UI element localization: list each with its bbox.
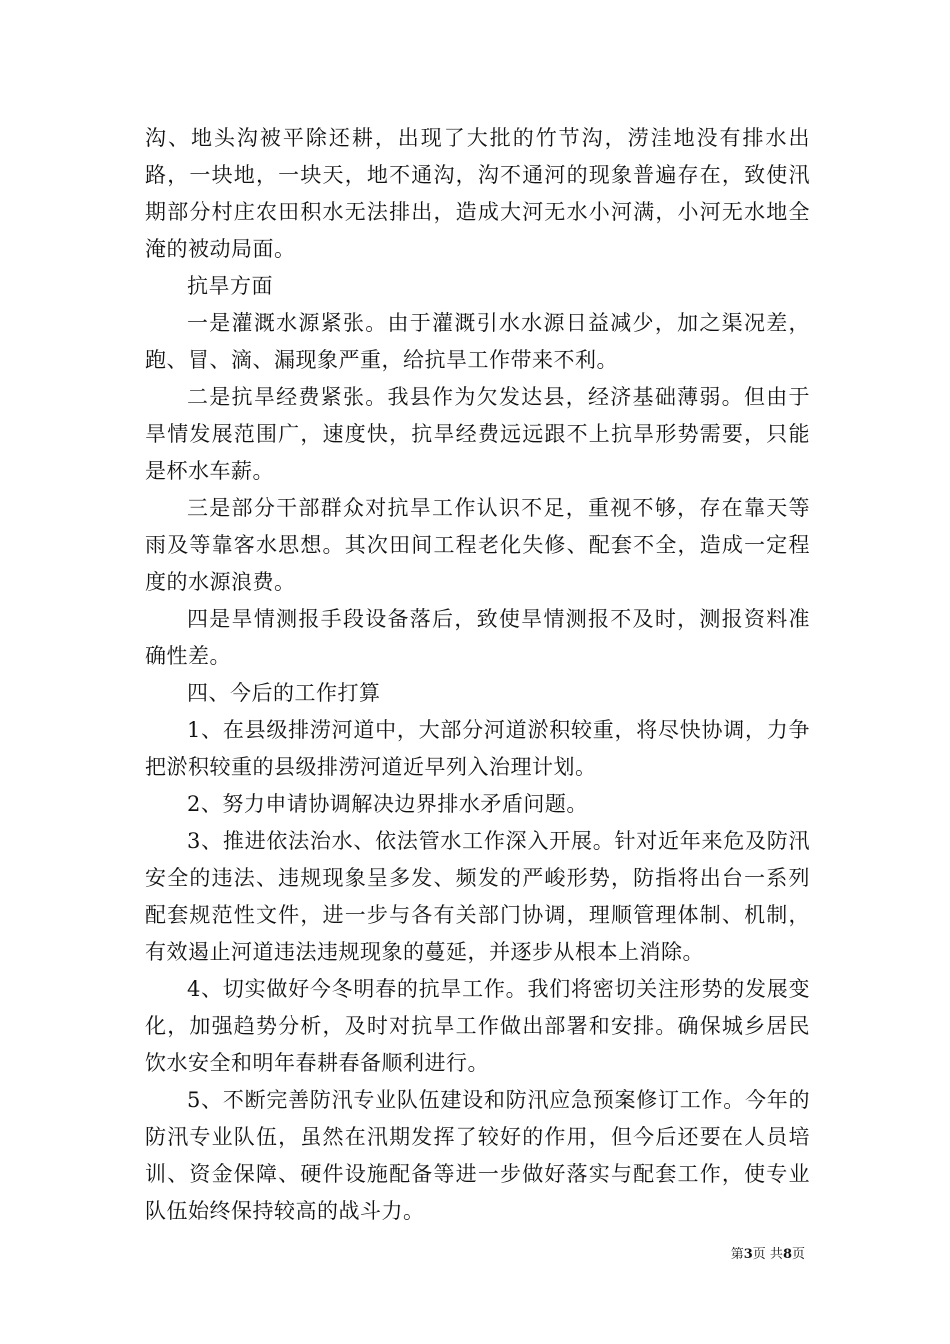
paragraph-plan-5: 5、不断完善防汛专业队伍建设和防汛应急预案修订工作。今年的防汛专业队伍，虽然在汛期发挥了较好的作用，但今后还要在人员培训、资金保障、硬件设施配备等进一步做好落实与配套工作，使专业队伍始终保持较高的战斗力。 <box>145 1088 810 1223</box>
paragraph-drought-1: 一是灌溉水源紧张。由于灌溉引水水源日益减少，加之渠况差，跑、冒、滴、漏现象严重，给抗旱工作带来不利。 <box>145 311 810 372</box>
paragraph-plan-4: 4、切实做好今冬明春的抗旱工作。我们将密切关注形势的发展变化，加强趋势分析，及时对抗旱工作做出部署和安排。确保城乡居民饮水安全和明年春耕春备顺利进行。 <box>145 977 810 1075</box>
paragraph-plan-2: 2、努力申请协调解决边界排水矛盾问题。 <box>187 792 588 816</box>
footer-middle: 页 共 <box>752 1247 783 1262</box>
document-body <box>145 120 810 1230</box>
paragraph-drought-3: 三是部分干部群众对抗旱工作认识不足，重视不够，存在靠天等雨及等靠客水思想。其次田间工程老化失修、配套不全，造成一定程度的水源浪费。 <box>145 496 810 594</box>
footer-total-pages: 8 <box>782 1247 792 1262</box>
paragraph-plan-3: 3、推进依法治水、依法管水工作深入开展。针对近年来危及防汛安全的违法、违规现象呈多发、频发的严峻形势，防指将出台一系列配套规范性文件，进一步与各有关部门协调，理顺管理体制、机制，有效遏止河道违法违规现象的蔓延，并逐步从根本上消除。 <box>145 829 810 964</box>
paragraph-plan-1: 1、在县级排涝河道中，大部分河道淤积较重，将尽快协调，力争把淤积较重的县级排涝河道近早列入治理计划。 <box>145 718 810 779</box>
page-number-footer <box>731 1243 805 1262</box>
footer-prefix: 第 <box>730 1247 744 1262</box>
footer-current-page: 3 <box>743 1247 753 1262</box>
paragraph-drought-2: 二是抗旱经费紧张。我县作为欠发达县，经济基础薄弱。但由于旱情发展范围广，速度快，抗旱经费远远跟不上抗旱形势需要，只能是杯水车薪。 <box>145 385 810 483</box>
section-heading-drought: 抗旱方面 <box>187 274 273 298</box>
paragraph-drought-4: 四是旱情测报手段设备落后，致使旱情测报不及时，测报资料准确性差。 <box>145 607 810 668</box>
section-heading-future-plans: 四、今后的工作打算 <box>187 681 381 705</box>
paragraph-drainage-continuation: 沟、地头沟被平除还耕，出现了大批的竹节沟，涝洼地没有排水出路，一块地，一块天，地不通沟，沟不通河的现象普遍存在，致使汛期部分村庄农田积水无法排出，造成大河无水小河满，小河无水地全淹的被动局面。 <box>145 126 810 261</box>
footer-suffix: 页 <box>791 1247 805 1262</box>
